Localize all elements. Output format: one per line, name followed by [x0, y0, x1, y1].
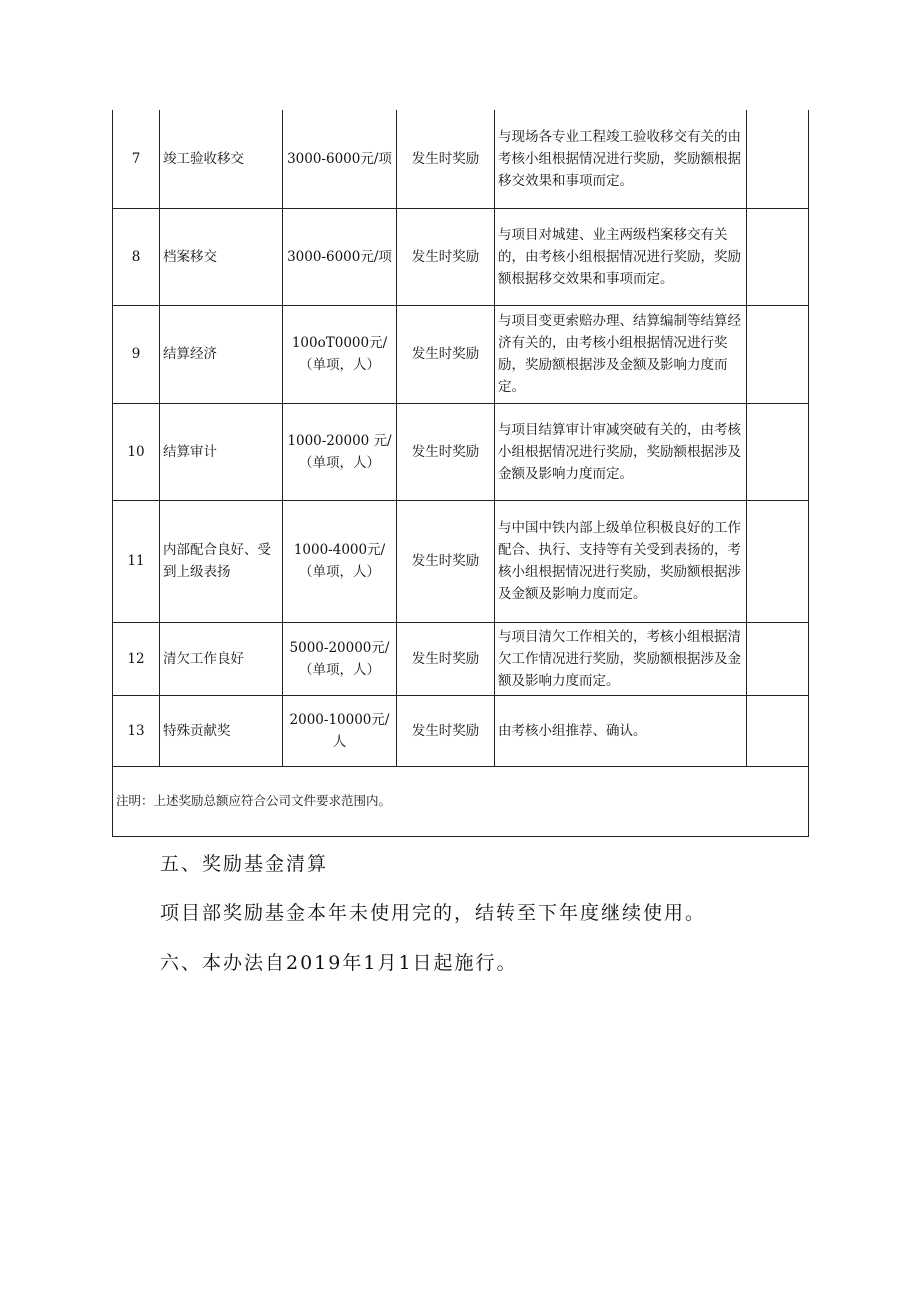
row-remark	[747, 500, 809, 622]
row-description: 与中国中铁内部上级单位积极良好的工作配合、执行、支持等有关受到表扬的，考核小组根据情况进行奖励，奖励额根据涉及金额及影响力度而定。	[495, 500, 747, 622]
table-note: 注明：上述奖励总额应符合公司文件要求范围内。	[113, 766, 809, 836]
note-row	[113, 766, 809, 836]
row-description: 与项目对城建、业主两级档案移交有关的，由考核小组根据情况进行奖励，奖励额根据移交效果和事项而定。	[495, 208, 747, 305]
row-item: 结算审计	[160, 403, 283, 500]
row-description: 与项目变更索赔办理、结算编制等结算经济有关的，由考核小组根据情况进行奖励，奖励额根据涉及金额及影响力度而定。	[495, 305, 747, 403]
table-row	[113, 695, 809, 766]
row-timing: 发生时奖励	[397, 622, 495, 695]
row-description: 由考核小组推荐、确认。	[495, 695, 747, 766]
row-amount: 100oT0000元/（单项，人）	[283, 305, 397, 403]
row-timing: 发生时奖励	[397, 695, 495, 766]
row-amount: 3000-6000元/项	[283, 208, 397, 305]
row-number: 9	[113, 305, 160, 403]
row-item: 档案移交	[160, 208, 283, 305]
row-number: 8	[113, 208, 160, 305]
row-number: 12	[113, 622, 160, 695]
row-number: 7	[113, 110, 160, 208]
section-paragraph: 项目部奖励基金本年未使用完的，结转至下年度继续使用。	[160, 902, 707, 924]
row-amount: 2000-10000元/人	[283, 695, 397, 766]
row-description: 与项目结算审计审减突破有关的，由考核小组根据情况进行奖励，奖励额根据涉及金额及影响力度而定。	[495, 403, 747, 500]
rewards-table	[112, 110, 809, 837]
row-item: 清欠工作良好	[160, 622, 283, 695]
row-description: 与项目清欠工作相关的，考核小组根据清欠工作情况进行奖励，奖励额根据涉及金额及影响力度而定。	[495, 622, 747, 695]
row-remark	[747, 403, 809, 500]
table-row	[113, 403, 809, 500]
row-amount: 5000-20000元/（单项，人）	[283, 622, 397, 695]
table-row	[113, 305, 809, 403]
row-timing: 发生时奖励	[397, 305, 495, 403]
row-remark	[747, 208, 809, 305]
row-item: 内部配合良好、受到上级表扬	[160, 500, 283, 622]
row-number: 10	[113, 403, 160, 500]
row-item: 特殊贡献奖	[160, 695, 283, 766]
row-remark	[747, 110, 809, 208]
row-item: 竣工验收移交	[160, 110, 283, 208]
row-number: 13	[113, 695, 160, 766]
row-timing: 发生时奖励	[397, 208, 495, 305]
row-description: 与现场各专业工程竣工验收移交有关的由考核小组根据情况进行奖励，奖励额根据移交效果和事项而定。	[495, 110, 747, 208]
row-item: 结算经济	[160, 305, 283, 403]
table-row	[113, 500, 809, 622]
table-row	[113, 110, 809, 208]
row-amount: 3000-6000元/项	[283, 110, 397, 208]
row-remark	[747, 622, 809, 695]
section-heading: 五、奖励基金清算	[160, 853, 329, 875]
effective-date-paragraph: 六、本办法自2019年1月1日起施行。	[160, 952, 518, 974]
table-row	[113, 622, 809, 695]
row-amount: 1000-20000 元/（单项，人）	[283, 403, 397, 500]
row-remark	[747, 695, 809, 766]
row-timing: 发生时奖励	[397, 500, 495, 622]
row-timing: 发生时奖励	[397, 403, 495, 500]
table-row	[113, 208, 809, 305]
row-amount: 1000-4000元/（单项，人）	[283, 500, 397, 622]
row-number: 11	[113, 500, 160, 622]
row-remark	[747, 305, 809, 403]
row-timing: 发生时奖励	[397, 110, 495, 208]
